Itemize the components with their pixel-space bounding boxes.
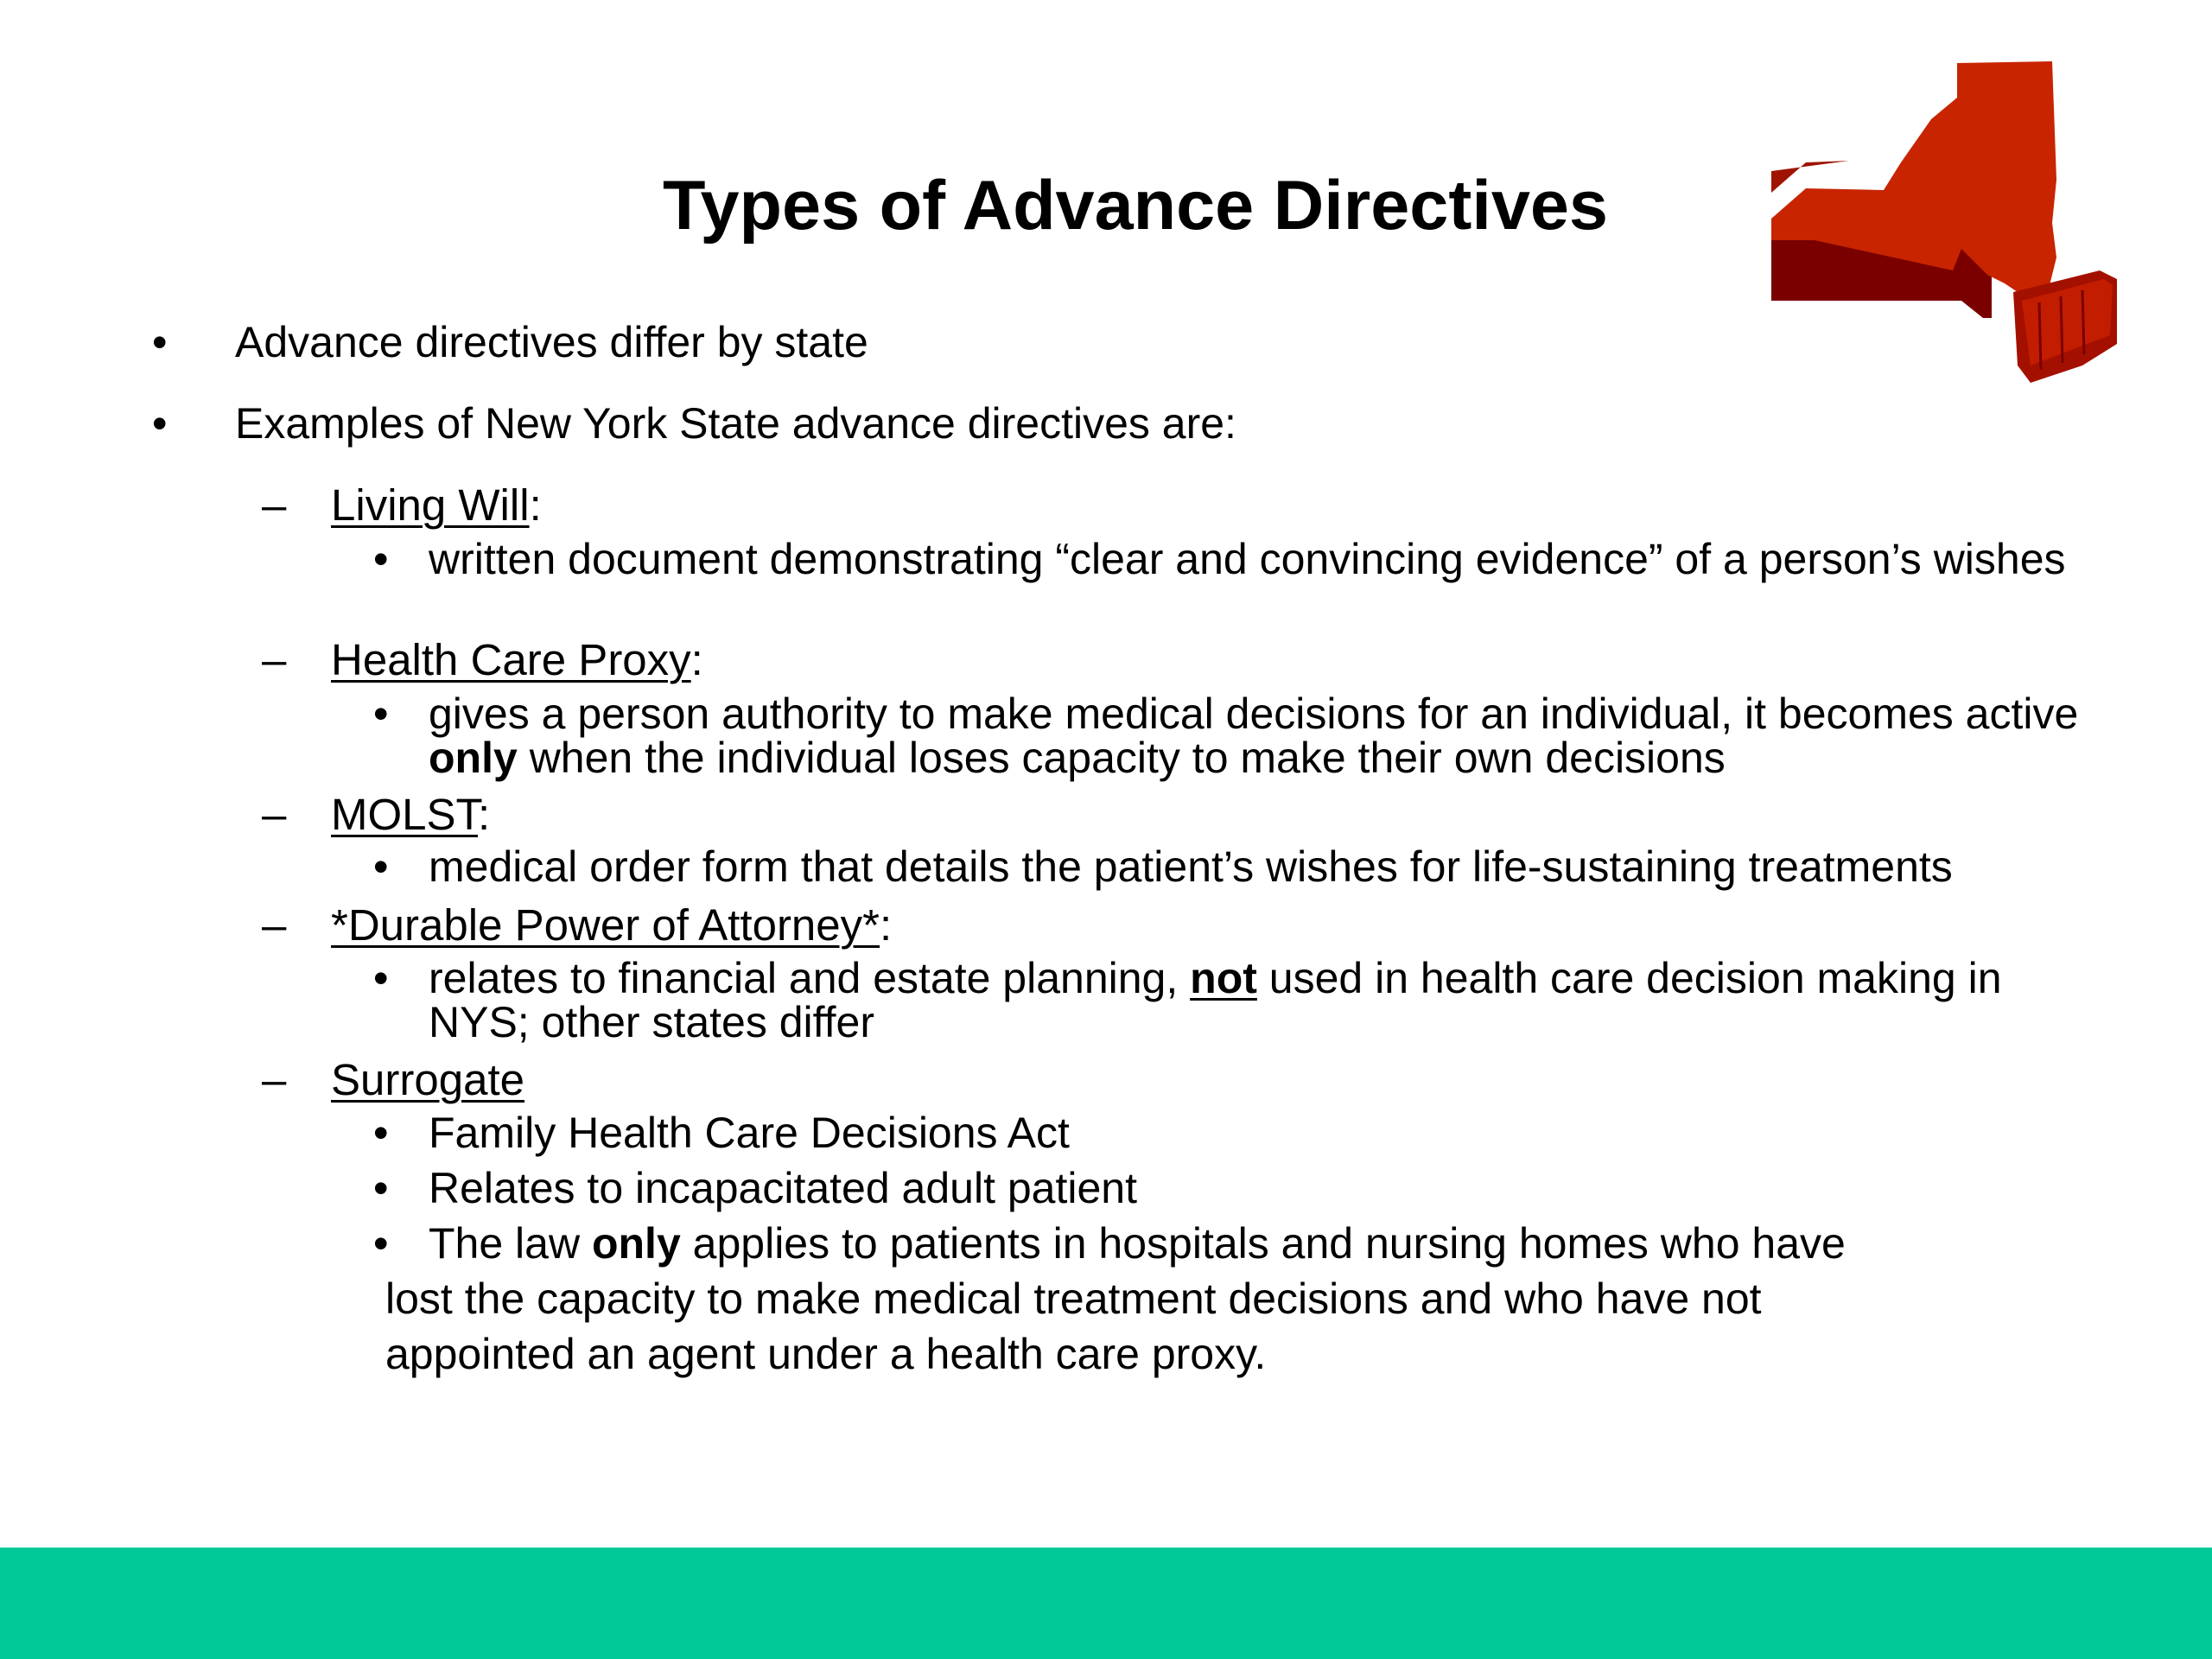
surrogate-detail-fhcda: • Family Health Care Decisions Act	[373, 1109, 1070, 1157]
living-will-detail: • written document demonstrating “clear and convincing evidence” of a person’s wishes	[373, 535, 2066, 583]
molst-detail: • medical order form that details the patient’s wishes for life-sustaining treatments	[373, 842, 1953, 891]
bullet-dot: •	[152, 399, 168, 448]
bullet-dot: •	[373, 842, 389, 891]
bullet-dot: •	[373, 535, 389, 583]
dash-marker: –	[262, 790, 287, 839]
bullet-dot: •	[373, 954, 389, 1002]
directive-label: Surrogate	[331, 1055, 524, 1104]
directive-health-care-proxy: – Health Care Proxy:	[331, 633, 703, 686]
bullet-text: Advance directives differ by state	[235, 318, 868, 366]
surrogate-detail-incapacitated: • Relates to incapacitated adult patient	[373, 1164, 1137, 1212]
surrogate-detail-law-line3: appointed an agent under a health care proxy.	[385, 1330, 1267, 1378]
directive-molst: – MOLST:	[331, 788, 490, 841]
dash-marker: –	[262, 635, 287, 684]
bullet-dot: •	[373, 1109, 389, 1157]
directive-label: MOLST	[331, 790, 479, 839]
bullet-dot: •	[373, 690, 389, 738]
slide-title: Types of Advance Directives	[663, 167, 1608, 245]
bullet-dot: •	[152, 318, 168, 366]
directive-label: Health Care Proxy	[331, 635, 691, 684]
footer-accent-bar	[0, 1548, 2212, 1659]
directive-durable-power-of-attorney: – *Durable Power of Attorney*:	[331, 899, 892, 951]
surrogate-detail-law: • The law only applies to patients in hospitals and nursing homes who have	[373, 1219, 1846, 1268]
bullet-ny-examples	[152, 397, 1236, 449]
dash-marker: –	[262, 1055, 287, 1104]
dash-marker: –	[262, 900, 287, 950]
directive-living-will: – Living Will:	[331, 479, 542, 531]
durable-power-of-attorney-detail: • relates to financial and estate planning, not used in health care decision making in NYS; other states differ	[373, 954, 2002, 1046]
bullet-dot: •	[373, 1219, 389, 1268]
directive-label: Living Will	[331, 480, 530, 530]
bullet-states-differ	[152, 316, 868, 368]
directive-surrogate	[262, 1053, 524, 1106]
health-care-proxy-detail: • gives a person authority to make medical decisions for an individual, it becomes active only when the individual loses capacity to make their own decisions	[373, 690, 2079, 782]
bullet-dot: •	[373, 1164, 389, 1212]
dash-marker: –	[262, 480, 287, 530]
surrogate-detail-law-line2: lost the capacity to make medical treatment decisions and who have not	[385, 1274, 1762, 1323]
new-york-state-map-icon	[1771, 59, 2126, 387]
bullet-text: Examples of New York State advance directives are:	[235, 399, 1236, 448]
directive-label: *Durable Power of Attorney*	[331, 900, 880, 950]
